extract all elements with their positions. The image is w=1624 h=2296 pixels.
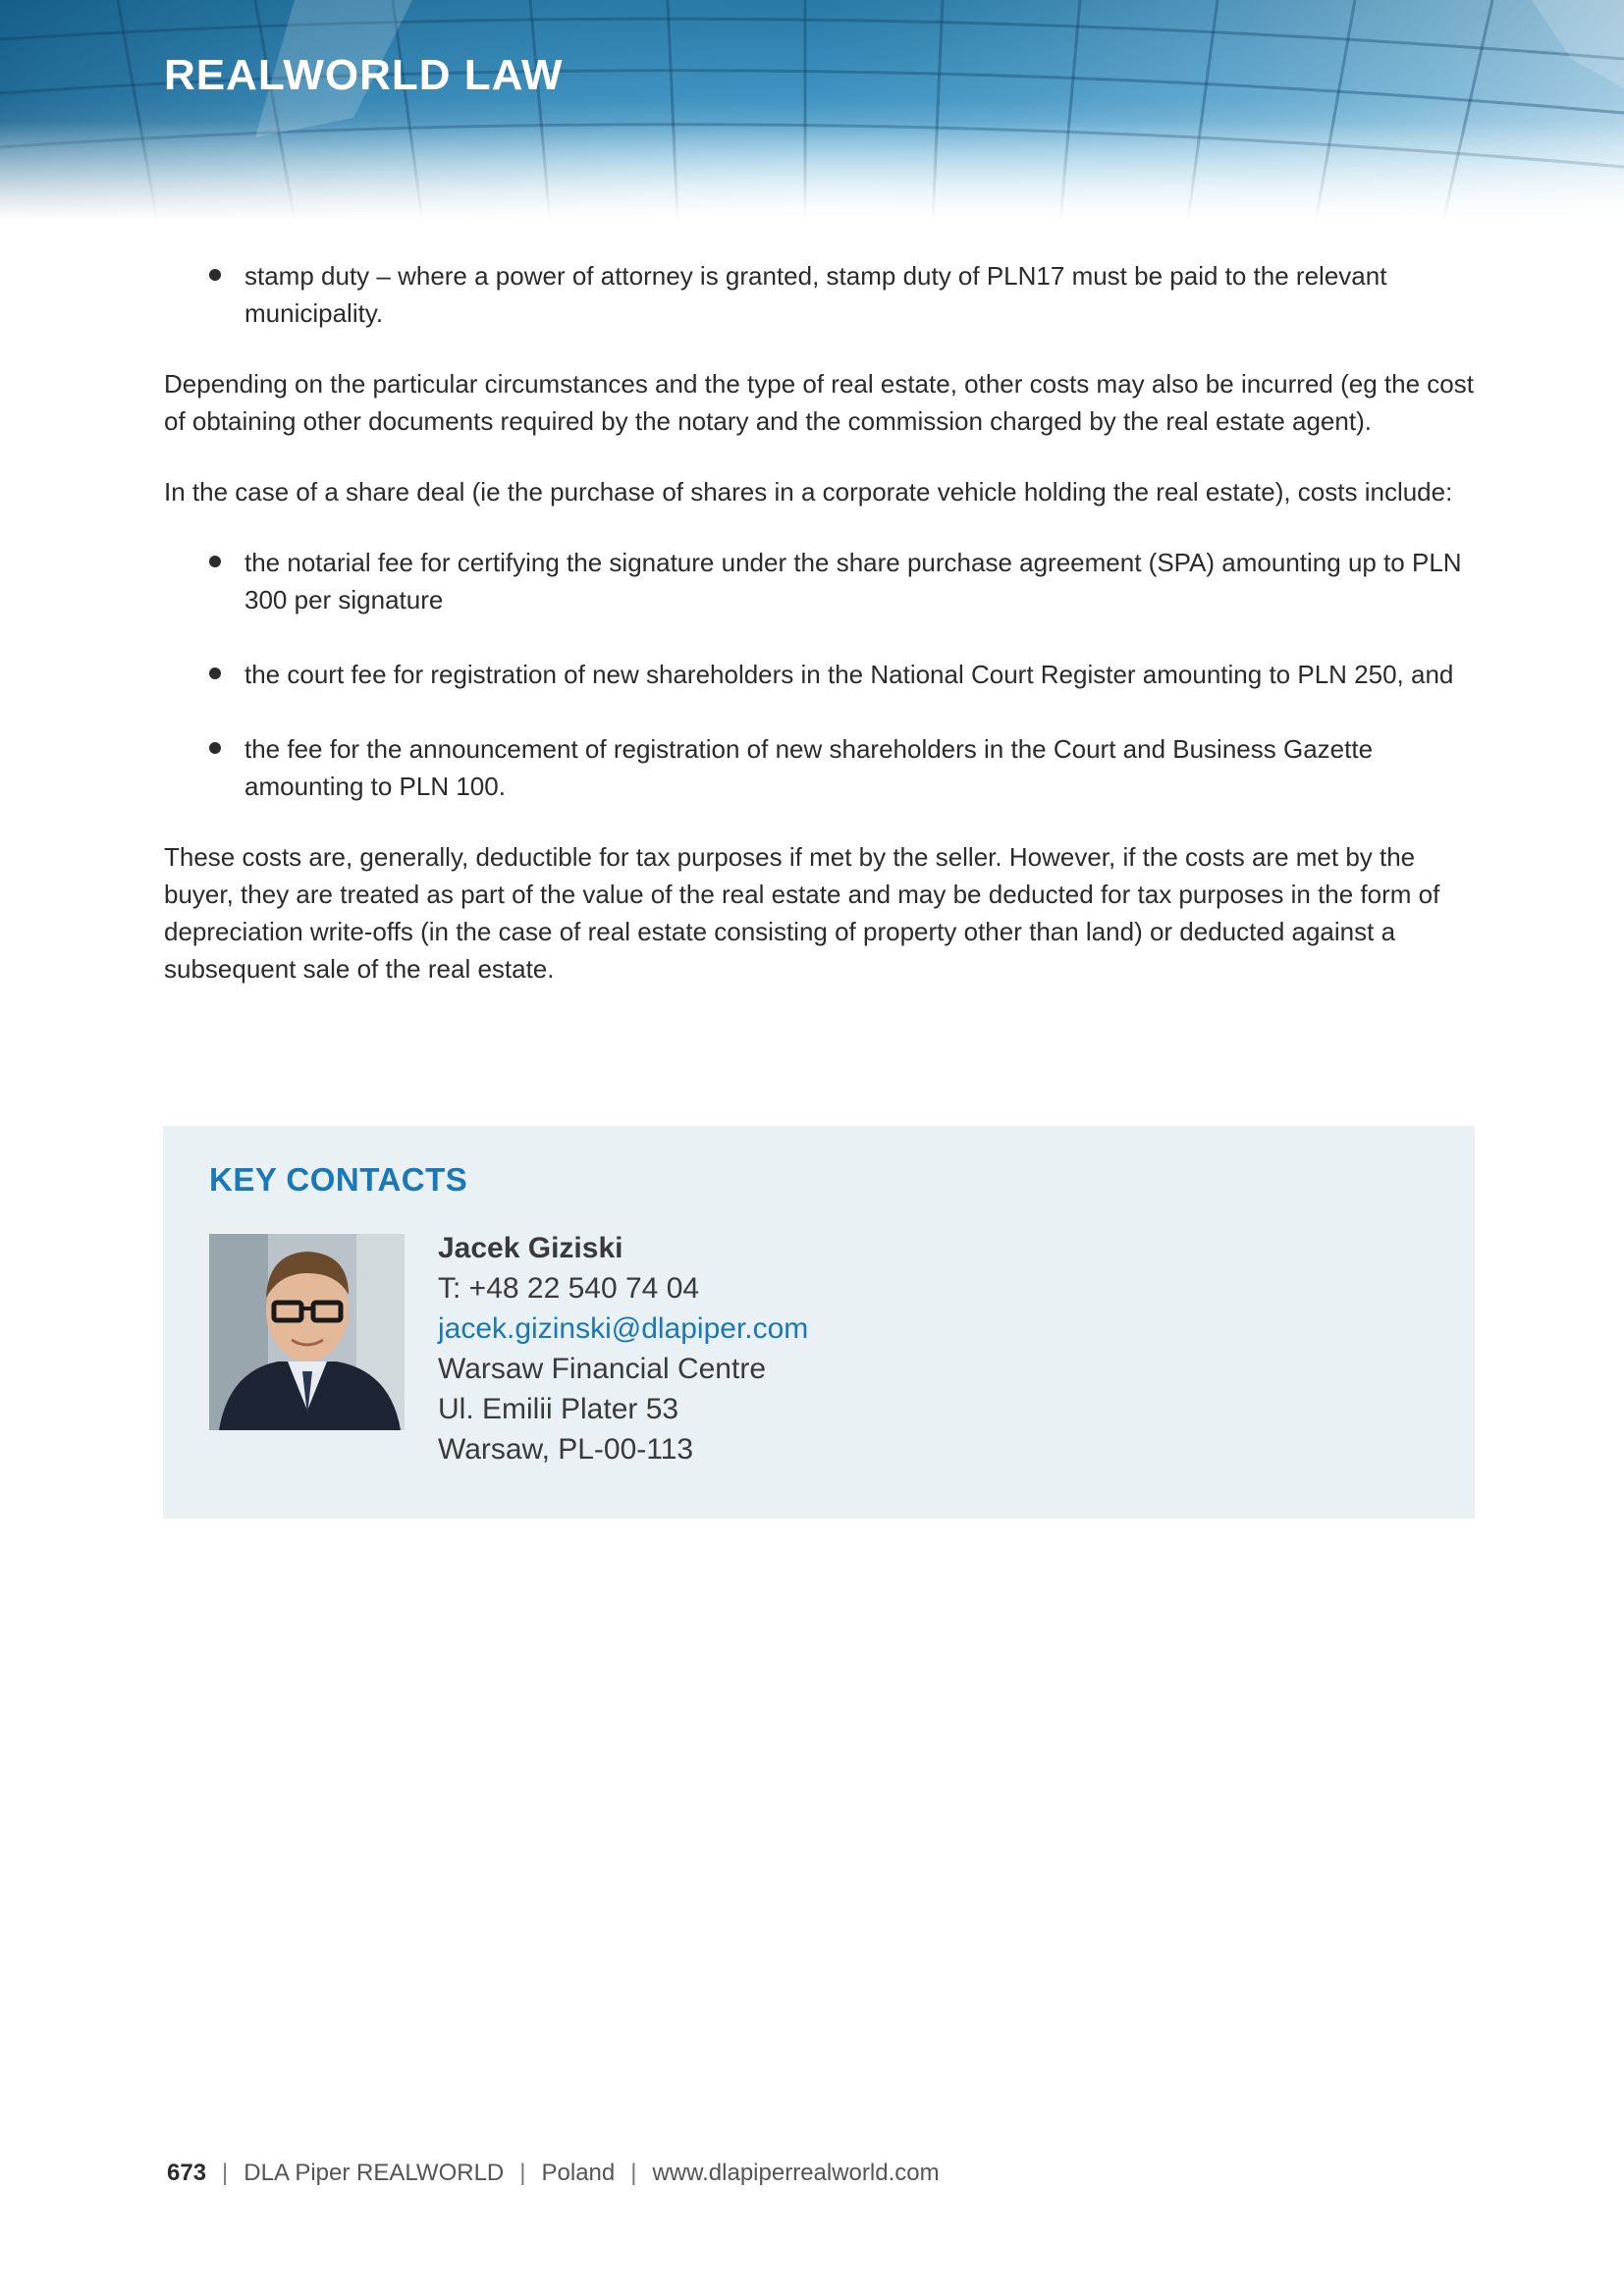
bullet-icon <box>209 742 221 754</box>
share-deal-costs-list <box>164 544 1475 805</box>
paragraph-tax-deductibility: These costs are, generally, deductible for tax purposes if met by the seller. However, if the costs are met by the buyer, they are treated as part of the value of the real estate and may be deducted for tax purposes in the form of depreciation write-offs (in the case of real estate consisting of property other than land) or deducted against a subsequent sale of the real estate. <box>164 842 1440 984</box>
building-glass-illustration <box>0 0 1624 221</box>
footer-separator: | <box>222 2160 229 2186</box>
contact-address-line: Ul. Emilii Plater 53 <box>438 1393 679 1425</box>
list-item <box>164 257 1475 332</box>
page-footer <box>167 2160 940 2187</box>
contact-phone: T: +48 22 540 74 04 <box>438 1272 700 1305</box>
contact-address-line: Warsaw, PL-00-113 <box>438 1433 694 1466</box>
paragraph-share-deal-intro: In the case of a share deal (ie the purchase of shares in a corporate vehicle holding the real estate), costs include: <box>164 477 1453 507</box>
footer-country: Poland <box>541 2160 616 2186</box>
footer-publication: DLA Piper REALWORLD <box>244 2160 505 2186</box>
page-number: 673 <box>167 2160 207 2186</box>
list-item-text: the court fee for registration of new shareholders in the National Court Register amounting to PLN 250, and <box>244 660 1454 689</box>
header-banner <box>0 0 1624 221</box>
bullet-icon <box>209 269 221 281</box>
list-item <box>164 730 1475 805</box>
key-contacts-heading: KEY CONTACTS <box>209 1161 468 1198</box>
contact-photo <box>209 1234 405 1430</box>
paragraph-other-costs: Depending on the particular circumstances and the type of real estate, other costs may also be incurred (eg the cost of obtaining other documents required by the notary and the commission charged by the real estate agent). <box>164 369 1474 436</box>
contact-email-link[interactable]: jacek.gizinski@dlapiper.com <box>438 1312 809 1345</box>
stamp-duty-list <box>164 257 1475 332</box>
contact-details <box>438 1228 808 1469</box>
list-item <box>164 544 1475 618</box>
header-title: REALWORLD LAW <box>164 51 564 99</box>
footer-website-link[interactable]: www.dlapiperrealworld.com <box>652 2160 940 2186</box>
list-item-text: stamp duty – where a power of attorney is granted, stamp duty of PLN17 must be paid to the relevant municipality. <box>244 261 1387 328</box>
main-content <box>164 257 1475 1021</box>
bullet-icon <box>209 556 221 567</box>
list-item-text: the fee for the announcement of registration of new shareholders in the Court and Business Gazette amounting to PLN 100. <box>244 734 1374 801</box>
bullet-icon <box>209 667 221 679</box>
list-item-text: the notarial fee for certifying the signature under the share purchase agreement (SPA) amounting up to PLN 300 per signature <box>244 548 1462 614</box>
footer-separator: | <box>519 2160 526 2186</box>
footer-separator: | <box>630 2160 637 2186</box>
key-contacts-panel <box>163 1126 1475 1519</box>
contact-name: Jacek Giziski <box>438 1232 623 1264</box>
portrait-illustration <box>209 1234 405 1430</box>
contact-address-line: Warsaw Financial Centre <box>438 1353 766 1385</box>
list-item <box>164 656 1475 693</box>
